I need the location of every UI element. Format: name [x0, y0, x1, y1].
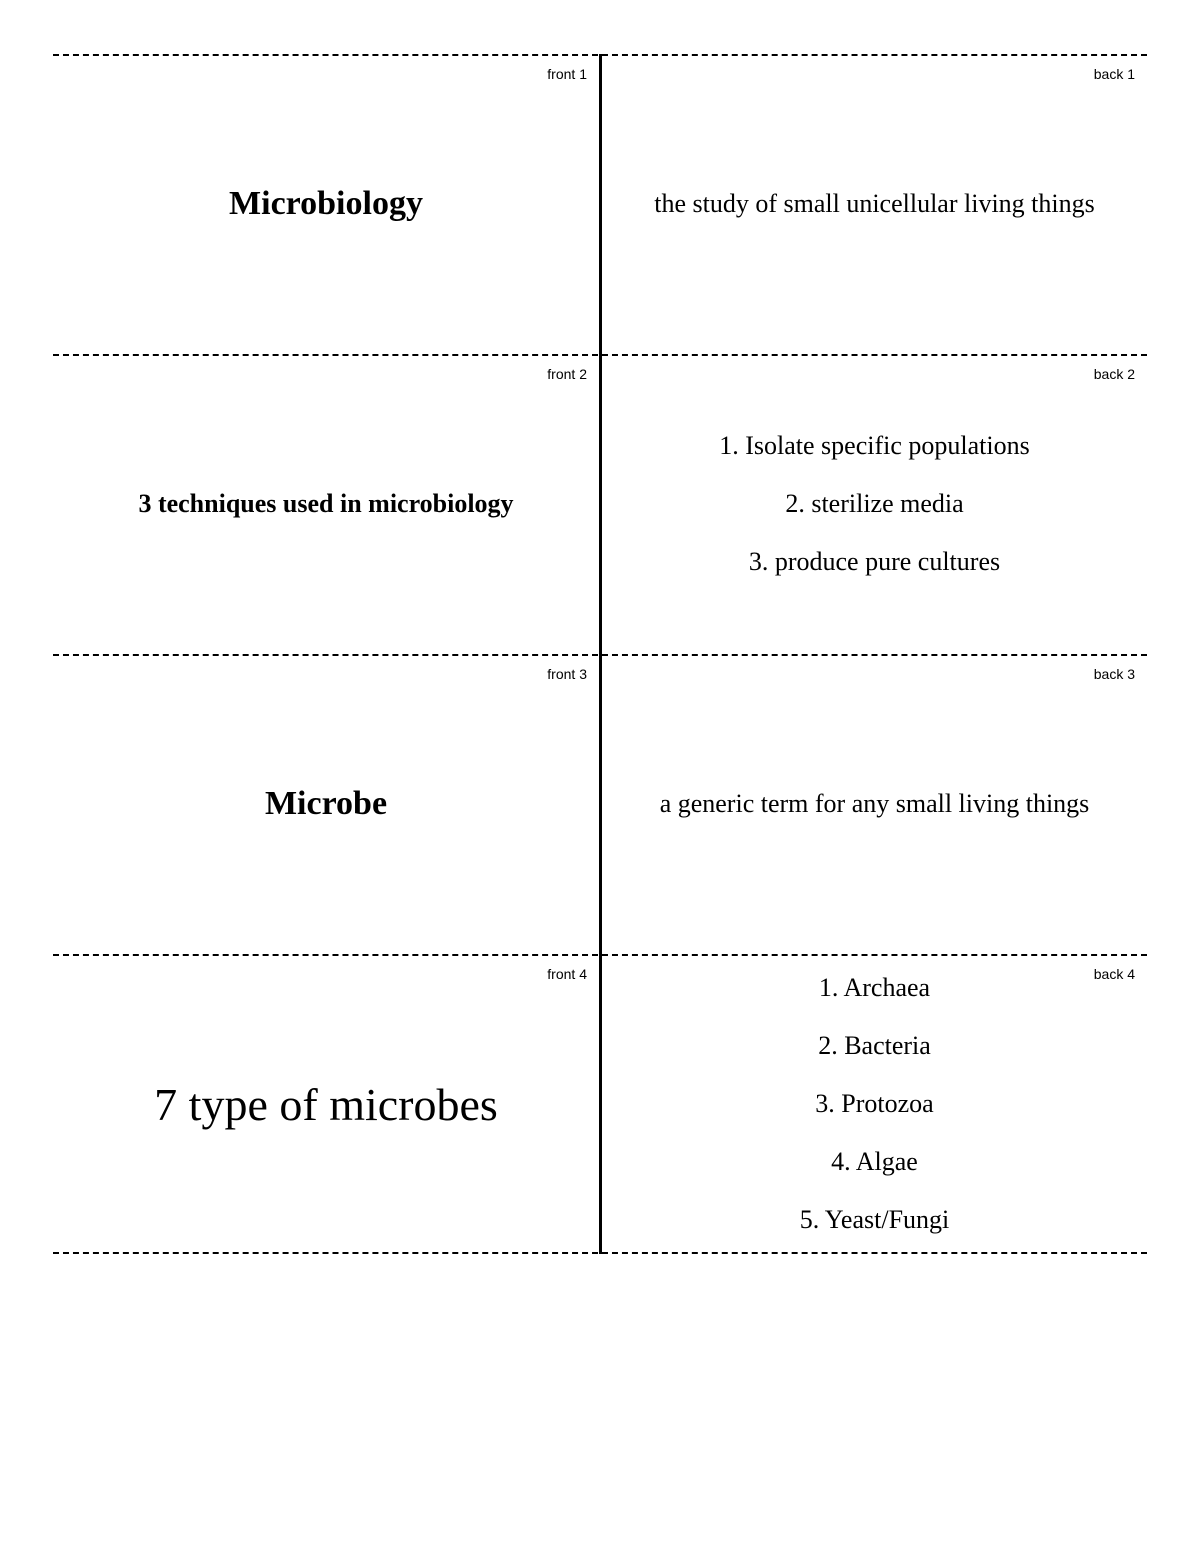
- definition-item: 2. sterilize media: [785, 489, 964, 518]
- back-label: back 4: [1093, 966, 1135, 982]
- card-back-1: [602, 54, 1147, 354]
- card-term: 3 techniques used in microbiology: [138, 489, 514, 518]
- card-term: Microbiology: [229, 185, 423, 222]
- front-label: front 2: [547, 366, 587, 382]
- card-definition: a generic term for any small living things: [659, 789, 1090, 818]
- definition-item: 3. Protozoa: [815, 1089, 934, 1118]
- definition-item: 1. Isolate specific populations: [719, 431, 1030, 460]
- front-label: front 3: [547, 666, 587, 682]
- card-term: Microbe: [264, 785, 388, 822]
- definition-list: [800, 959, 950, 1249]
- flashcard-sheet: [53, 54, 1147, 1254]
- card-term: 7 type of microbes: [154, 1078, 498, 1130]
- card-front-2: [53, 354, 599, 654]
- card-back-2: [602, 354, 1147, 654]
- card-front-4: [53, 954, 599, 1254]
- definition-item: 2. Bacteria: [818, 1031, 931, 1060]
- definition-item: 1. Archaea: [818, 973, 931, 1002]
- definition-item: 4. Algae: [831, 1147, 918, 1176]
- definition-item: 3. produce pure cultures: [748, 547, 1001, 576]
- card-back-3: [602, 654, 1147, 954]
- card-front-3: [53, 654, 599, 954]
- card-definition: the study of small unicellular living things: [654, 189, 1095, 218]
- front-label: front 1: [547, 66, 587, 82]
- definition-list: [719, 417, 1029, 591]
- back-label: back 2: [1093, 366, 1135, 382]
- definition-item: 5. Yeast/Fungi: [799, 1205, 950, 1234]
- card-front-1: [53, 54, 599, 354]
- front-label: front 4: [547, 966, 587, 982]
- card-back-4: [602, 954, 1147, 1254]
- back-label: back 3: [1093, 666, 1135, 682]
- back-label: back 1: [1093, 66, 1135, 82]
